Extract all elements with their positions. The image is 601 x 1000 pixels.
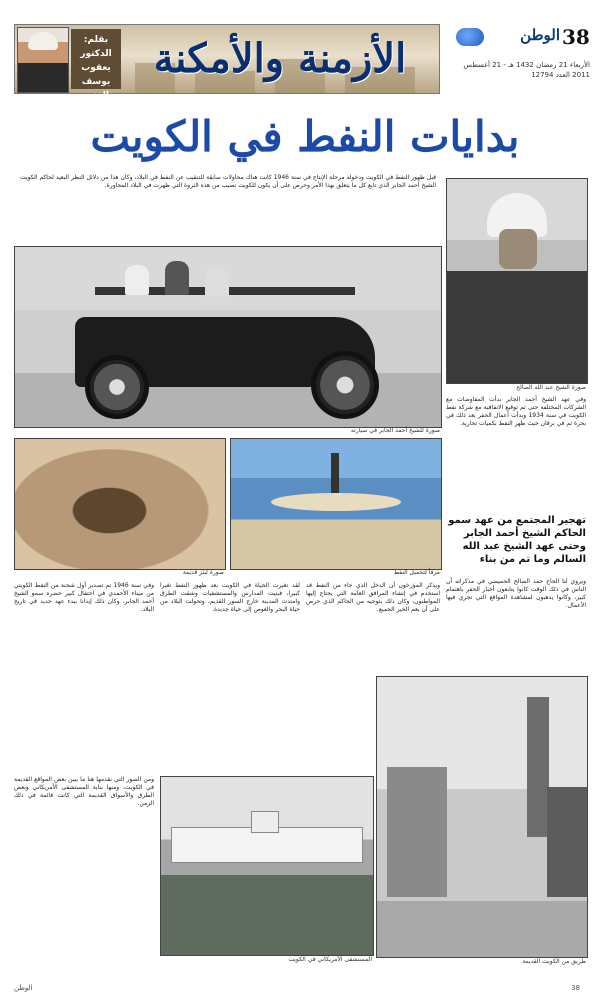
article-headline: بدايات النفط في الكويت: [90, 112, 520, 161]
oil-pier-photo: [230, 438, 442, 570]
column-text: ومن الصور التي نقدمها هنا ما يبين بعض المواقع القديمة في الكويت، ومنها بناية المستشفى الأمريكاني وبعض الطرق والأسواق القديمة التي كانت قائمة في ذلك الزمن.: [14, 776, 154, 807]
portrait-caption: صورة الشيخ عبد الله الصالح: [516, 384, 586, 391]
right-column-text-2: ويروي لنا الحاج حمد الصالح الحميضي في مذكراته أن الناس في ذلك الوقت كانوا يتابعون أخبار الحفر باهتمام كبير، وكانوا يذهبون لمشاهدة المواقع التي تجري فيها الأعمال.: [446, 578, 586, 609]
portrait-photo: [446, 178, 588, 384]
logo-drop-icon: [456, 28, 484, 46]
drill-tower: [331, 453, 339, 493]
author-byline: بقلم: الدكتور يعقوب يوسف الغنيم: [71, 29, 121, 89]
hospital-photo: [160, 776, 374, 956]
car-wheel: [85, 355, 149, 419]
car-photo: [14, 246, 442, 428]
column-text: لقد تغيرت الحياة في الكويت بعد ظهور النفط تغيرا كبيرا، فبنيت المدارس والمستشفيات وشقت الطرق وامتدت المدينة خارج السور القديم، وتحولت البلاد من حياة البحر والغوص إلى حياة جديدة.: [160, 582, 300, 613]
intro-text: قبل ظهور النفط في الكويت ودخوله مرحلة الإنتاج في سنة 1946 كانت هناك محاولات سابقة للتنقيب عن النفط في البلاد، وكان هذا من دلائل النظر البعيد لحاكم الكويت الشيخ أحمد الجابر الذي تابع كل ما يتعلق بهذا الأمر وحرص على أن يكون للكويت نصيب من هذه الثروة التي ظهرت في البلاد المجاورة.: [20, 174, 437, 189]
date-line: الأربعاء 21 رمضان 1432 هـ - 21 أغسطس 2011 العدد 12794: [463, 61, 590, 79]
car-caption: صورة للشيخ أحمد الجابر في سيارته: [350, 427, 440, 434]
island-shape: [271, 493, 401, 511]
footer-label: الوطن: [14, 984, 33, 992]
oil-pier-caption: مرفأ لتحميل النفط: [393, 569, 440, 576]
page-number: 38: [562, 25, 590, 49]
footer-page: 38: [571, 984, 580, 992]
column-text: وفي سنة 1946 تم تصدير أول شحنة من النفط الكويتي من ميناء الأحمدي في احتفال كبير حضره سمو الشيخ أحمد الجابر، وكان ذلك إيذانا ببدء عهد جديد في تاريخ البلاد.: [14, 582, 155, 613]
hospital-tower: [251, 811, 279, 833]
passenger-figure: [165, 261, 189, 295]
building-wall: [387, 767, 447, 897]
right-column-text: وفي عهد الشيخ أحمد الجابر بدأت المفاوضات مع الشركات المختلفة حتى تم توقيع الاتفاقية مع شركة نفط الكويت في سنة 1934 وبدأت أعمال الحفر بعد ذلك في بحرة ثم في برقان حيث ظهر النفط بكميات تجارية.: [446, 396, 587, 427]
passenger-figure: [205, 267, 229, 297]
street-caption: طريق من الكويت القديمة: [522, 958, 586, 965]
section-title: الأزمنة والأمكنة: [153, 35, 407, 82]
passenger-figure: [125, 265, 149, 295]
building-wall: [547, 787, 587, 897]
column-text: ويذكر المؤرخون أن الدخل الذي جاء من النفط قد استخدم في إنشاء المرافق العامة التي يحتاج إليها المواطنون، وكان ذلك بتوجيه من الحاكم الذي حرص على أن يعم الخير الجميع.: [306, 582, 440, 613]
minaret: [527, 697, 549, 837]
section-banner: [14, 24, 440, 101]
well-photo: [14, 438, 226, 570]
car-wheel: [311, 351, 379, 419]
well-caption: صورة لبئر قديمة: [182, 569, 224, 576]
hospital-caption: المستشفى الأمريكاني في الكويت: [288, 956, 372, 963]
pull-quote: تهجير المجتمع من عهد سمو الحاكم الشيخ أحمد الجابر وحتى عهد الشيخ عبد الله السالم وما تم من بناء: [448, 515, 586, 565]
portrait-headdress: [28, 32, 58, 50]
author-portrait: [17, 27, 69, 93]
photo-face: [499, 229, 537, 269]
newspaper-logo: الوطن: [520, 26, 560, 44]
street-photo: [376, 676, 588, 958]
